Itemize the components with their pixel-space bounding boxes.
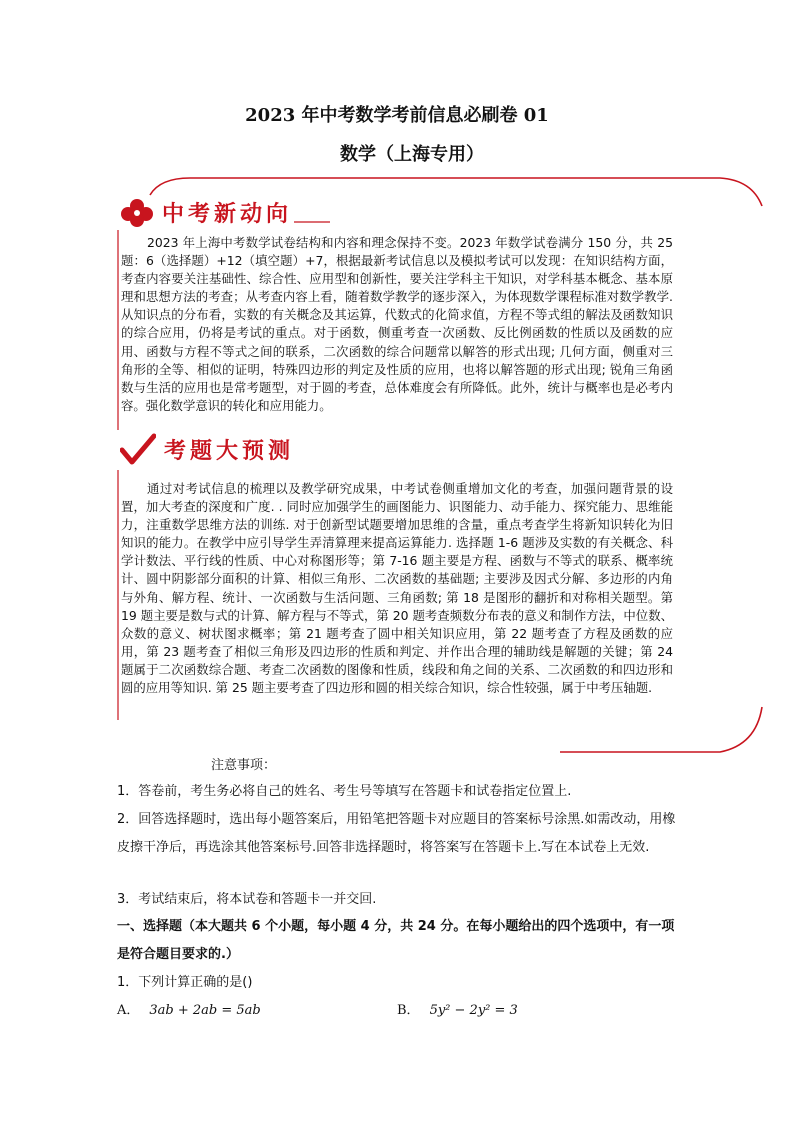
option-a-label: A． xyxy=(117,1003,140,1018)
page-subtitle: 数学（上海专用） xyxy=(340,144,484,165)
option-b xyxy=(397,999,518,1018)
checkmark-icon xyxy=(120,432,156,466)
trend-heading-text: 中考新动向 xyxy=(162,202,293,227)
note-item: 2．回答选择题时，选出每小题答案后，用铅笔把答题卡对应题目的答案标号涂黑.如需改动，用橡皮擦干净后，再选涂其他答案标号.回答非选择题时，将答案写在答题卡上.写在本试卷上无效. xyxy=(117,812,676,855)
predict-heading-text: 考题大预测 xyxy=(164,438,295,464)
option-b-math: 5y² − 2y² = 3 xyxy=(429,1003,518,1018)
notes-heading: 注意事项： xyxy=(211,758,277,773)
option-a-math: 3ab + 2ab = 5ab xyxy=(149,1003,261,1018)
note-item: 1．答卷前，考生务必将自己的姓名、考生号等填写在答题卡和试卷指定位置上. xyxy=(117,784,572,799)
predict-paragraph: 通过对考试信息的梳理以及教学研究成果，中考试卷侧重增加文化的考查，加强问题背景的设置，加大考查的深度和广度. . 同时应加强学生的画图能力、识图能力、动手能力、探究能力、思维能力，注重数学思维方法的训练. 对于创新型试题要增加思维的含量，重点考查学生将新知识转化为旧知识的能力。在教学中应引导学生弄清算理来提高运算能力. 选择题 1-6 题涉及实数的有关概念、科学计数法、平行线的性质、中心对称图形等；第 7-16 题主要是方程、函数与不等式的联系、概率统计、圆中阴影部分面积的计算、相似三角形、二次函数的基础题; 主要涉及因式分解、多边形的内角与外角、解方程、统计、一次函数与生活问题、三角函数; 第 18 是图形的翻折和对称相关题型。第 19 题主要是数与式的计算、解方程与不等式，第 20 题考查频数分布表的意义和制作方法，中位数、众数的意义、树状图求概率；第 21 题考查了圆中相关知识应用，第 22 题考查了方程及函数的应用，第 23 题考查了相似三角形及四边形的性质和判定、并作出合理的辅助线是解题的关键；第 24 题属于二次函数综合题、考查二次函数的图像和性质，线段和角之间的关系、二次函数的和四边形和圆的应用等知识. 第 25 题主要考查了四边形和圆的相关综合知识，综合性较强，属于中考压轴题. xyxy=(121,481,673,696)
page-title: 2023 年中考数学考前信息必刷卷 01 xyxy=(245,105,549,126)
note-item: 3．考试结束后，将本试卷和答题卡一并交回. xyxy=(117,892,377,907)
trend-heading xyxy=(120,197,334,228)
option-a xyxy=(117,999,261,1018)
clover-icon xyxy=(120,198,154,228)
trend-paragraph: 2023 年上海中考数学试卷结构和内容和理念保持不变。2023 年数学试卷满分 150 分，共 25 题：6（选择题）+12（填空题）+7，根据最新考试信息以及模拟考试可以发现：在知识结构方面，考查内容要关注基础性、综合性、应用型和创新性，要关注学科主干知识，对学科基本概念、基本原理和思想方法的考查；从考查内容上看，随着数学教学的逐步深入，为体现数学课程标准对数学教学. 从知识点的分布看，实数的有关概念及其运算，代数式的化简求值，方程不等式组的解法及函数知识的综合应用，仍将是考试的重点。对于函数，侧重考查一次函数、反比例函数的性质以及函数的应用、函数与方程不等式之间的联系，二次函数的综合问题常以解答的形式出现; 几何方面，侧重对三角形的全等、相似的证明，特殊四边形的判定及性质的应用，也将以解答题的形式出现; 锐角三角函数与生活的应用也是常考题型，对于圆的考查，总体难度会有所降低。此外，统计与概率也是必考内容。强化数学意识的转化和应用能力。 xyxy=(121,235,673,413)
heading-underline xyxy=(294,200,334,226)
option-b-label: B． xyxy=(397,1003,420,1018)
question-1: 1．下列计算正确的是() xyxy=(117,975,253,990)
section-heading: 一、选择题（本大题共 6 个小题，每小题 4 分，共 24 分。在每小题给出的四个选项中，有一项是符合题目要求的.） xyxy=(117,919,675,962)
predict-heading xyxy=(120,432,294,466)
